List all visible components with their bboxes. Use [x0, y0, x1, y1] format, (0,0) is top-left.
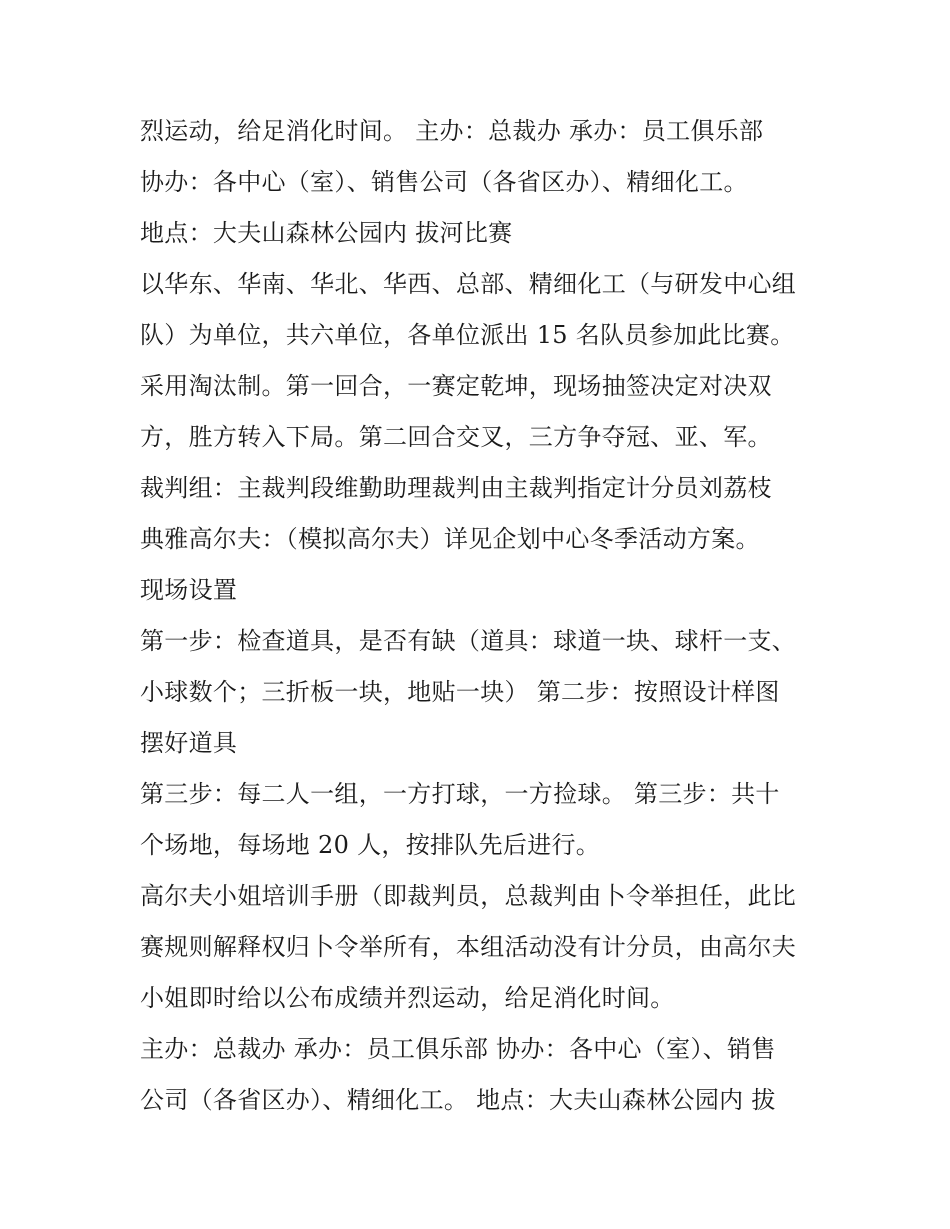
- text-line: 第三步：每二人一组，一方打球，一方捡球。 第三步：共十: [140, 780, 780, 808]
- text-line: 典雅高尔夫：（模拟高尔夫）详见企划中心冬季活动方案。: [140, 525, 760, 553]
- text-line: 裁判组：主裁判段维勤助理裁判由主裁判指定计分员刘荔枝: [140, 474, 772, 502]
- section-heading: 现场设置: [140, 576, 238, 604]
- text-line: 采用淘汰制。第一回合，一赛定乾坤，现场抽签决定对决双: [140, 372, 772, 400]
- text-line: 摆好道具: [140, 729, 238, 757]
- text-line: 赛规则解释权归卜令举所有，本组活动没有计分员，由高尔夫: [140, 933, 797, 961]
- text-line: 烈运动，给足消化时间。 主办：总裁办 承办：员工俱乐部: [140, 117, 764, 145]
- text-line: 个场地，每场地 20 人，按排队先后进行。: [140, 831, 601, 859]
- text-line: 小球数个；三折板一块，地贴一块） 第二步：按照设计样图: [140, 678, 780, 706]
- text-line: 协办：各中心（室）、销售公司（各省区办）、精细化工。: [140, 168, 748, 196]
- text-line: 以华东、华南、华北、华西、总部、精细化工（与研发中心组: [140, 270, 797, 298]
- text-line: 第一步：检查道具，是否有缺（道具：球道一块、球杆一支、: [140, 627, 797, 655]
- document-body: [140, 106, 830, 1126]
- text-line: 主办：总裁办 承办：员工俱乐部 协办：各中心（室）、销售: [140, 1035, 776, 1063]
- text-line: 队）为单位，共六单位，各单位派出 15 名队员参加此比赛。: [140, 321, 795, 349]
- text-line: 方，胜方转入下局。第二回合交叉，三方争夺冠、亚、军。: [140, 423, 772, 451]
- text-line: 小姐即时给以公布成绩并烈运动，给足消化时间。: [140, 984, 675, 1012]
- text-line: 高尔夫小姐培训手册（即裁判员，总裁判由卜令举担任，此比: [140, 882, 797, 910]
- text-line: 地点：大夫山森林公园内 拔河比赛: [140, 219, 513, 247]
- text-line: 公司（各省区办）、精细化工。 地点：大夫山森林公园内 拔: [140, 1086, 776, 1114]
